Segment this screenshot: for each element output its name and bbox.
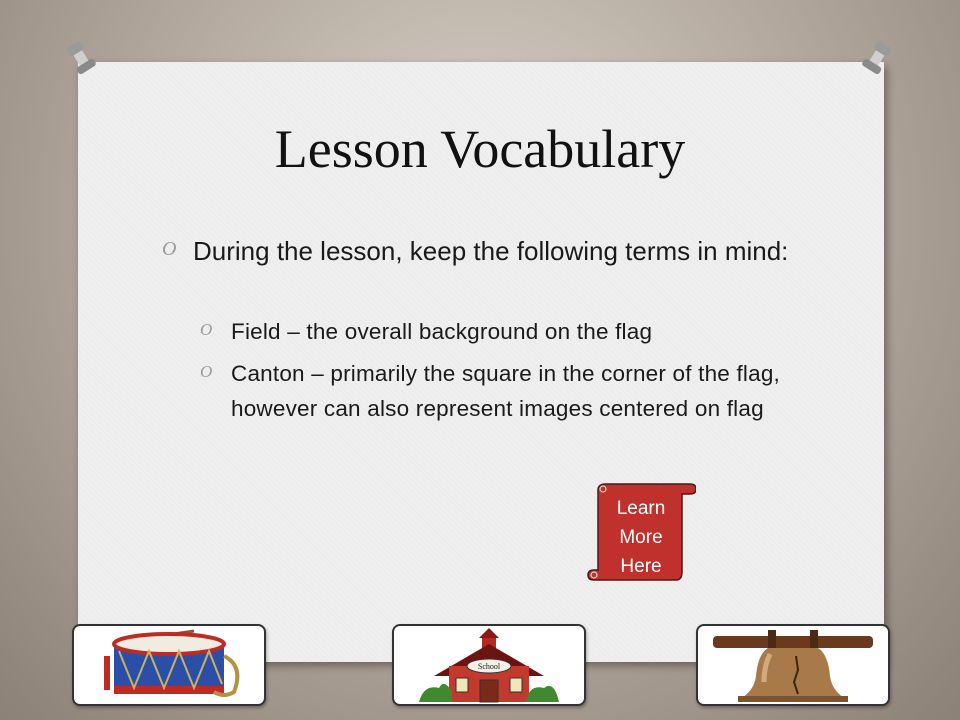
learn-more-line: Here <box>620 556 662 577</box>
definition-field: – the overall background on the flag <box>280 319 653 344</box>
schoolhouse-icon <box>394 626 584 704</box>
liberty-bell-nav-button[interactable] <box>696 624 890 706</box>
school-sign-text: School <box>477 662 501 671</box>
bullet-intro: During the lesson, keep the following terms in mind: <box>193 236 789 266</box>
schoolhouse-nav-button[interactable] <box>392 624 586 706</box>
learn-more-line: Learn <box>616 498 666 519</box>
bullet-marker: O <box>200 320 213 339</box>
bullet-field <box>231 314 811 350</box>
bullet-canton <box>231 356 811 426</box>
definition-canton: – primarily the square in the corner of the flag, however can also represent images centered on flag <box>231 361 781 421</box>
bullet-marker: O <box>162 238 177 260</box>
drum-icon <box>74 626 264 704</box>
slide-title: Lesson Vocabulary <box>274 119 686 179</box>
learn-more-label[interactable] <box>598 494 684 581</box>
term-field: Field <box>231 319 281 344</box>
learn-more-line: More <box>619 527 663 548</box>
term-canton: Canton <box>231 361 305 386</box>
bullet-marker: O <box>200 362 213 381</box>
liberty-bell-icon <box>698 626 888 704</box>
drum-nav-button[interactable] <box>72 624 266 706</box>
